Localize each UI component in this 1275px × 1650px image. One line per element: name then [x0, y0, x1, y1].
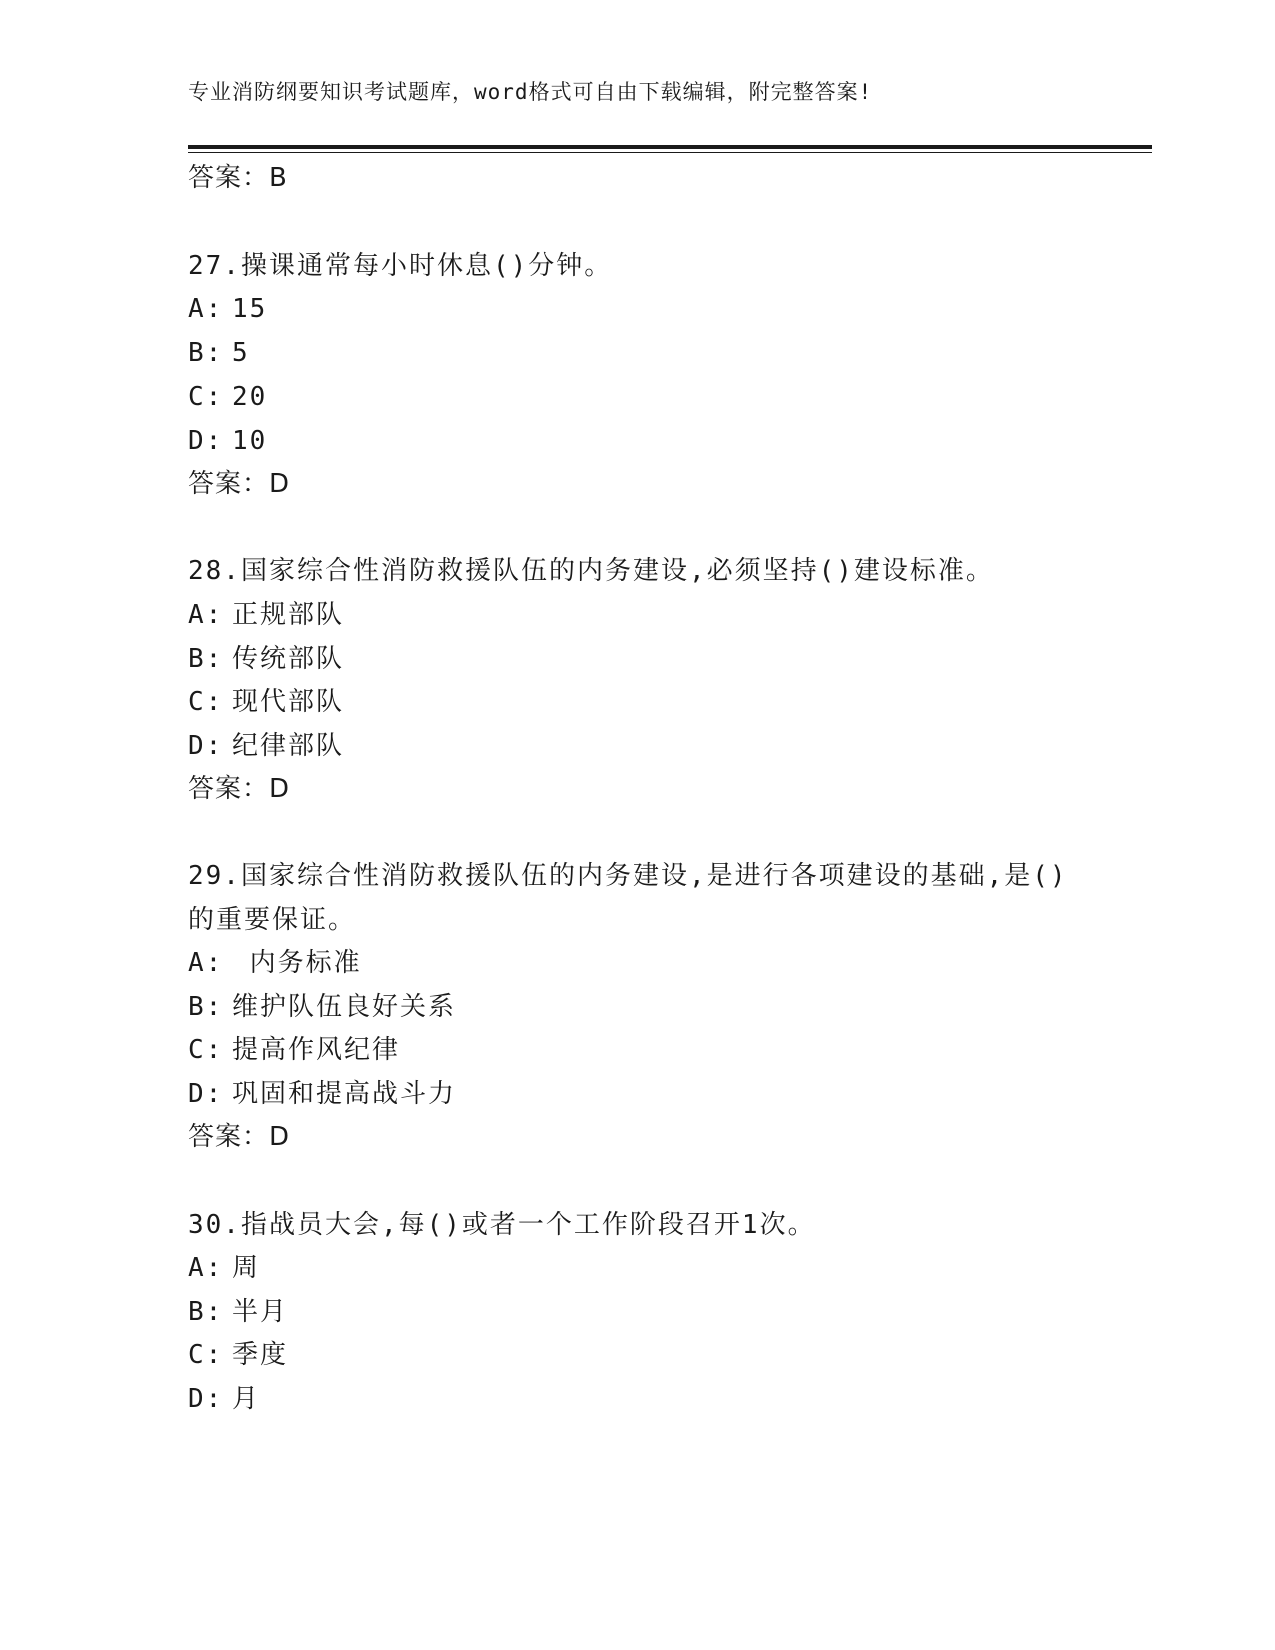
question-27-stem: 27.操课通常每小时休息()分钟。	[188, 251, 613, 281]
question-29-stem-line1: 29.国家综合性消防救援队伍的内务建设,是进行各项建设的基础,是()	[188, 861, 1068, 891]
question-28-stem: 28.国家综合性消防救援队伍的内务建设,必须坚持()建设标准。	[188, 556, 994, 586]
question-29-option-a: A: 内务标准	[188, 948, 362, 978]
question-28-option-a: A: 正规部队	[188, 600, 345, 630]
question-28-option-d: D: 纪律部队	[188, 731, 345, 761]
question-29-answer: 答案：D	[188, 1122, 291, 1152]
answer-prev: 答案：B	[188, 163, 288, 193]
question-28-answer: 答案：D	[188, 774, 291, 804]
header-rule-thick	[188, 145, 1152, 149]
question-30-option-b: B: 半月	[188, 1297, 289, 1327]
question-28-option-c: C: 现代部队	[188, 687, 345, 717]
question-29-option-d: D: 巩固和提高战斗力	[188, 1079, 457, 1109]
question-30-stem: 30.指战员大会,每()或者一个工作阶段召开1次。	[188, 1210, 816, 1240]
question-27-option-b: B: 5	[188, 338, 250, 368]
question-27-option-a: A: 15	[188, 294, 268, 324]
question-30-option-d: D: 月	[188, 1384, 261, 1414]
question-29-option-c: C: 提高作风纪律	[188, 1035, 401, 1065]
question-30-option-c: C: 季度	[188, 1340, 289, 1370]
question-27-option-d: D: 10	[188, 426, 268, 456]
header-rule-thin	[188, 152, 1152, 153]
question-29-option-b: B: 维护队伍良好关系	[188, 992, 457, 1022]
question-27-option-c: C: 20	[188, 382, 268, 412]
question-30-option-a: A: 周	[188, 1253, 261, 1283]
question-28-option-b: B: 传统部队	[188, 644, 345, 674]
page-header: 专业消防纲要知识考试题库，word格式可自由下载编辑，附完整答案!	[188, 80, 873, 104]
question-29-stem-line2: 的重要保证。	[188, 905, 357, 935]
question-27-answer: 答案：D	[188, 469, 291, 499]
